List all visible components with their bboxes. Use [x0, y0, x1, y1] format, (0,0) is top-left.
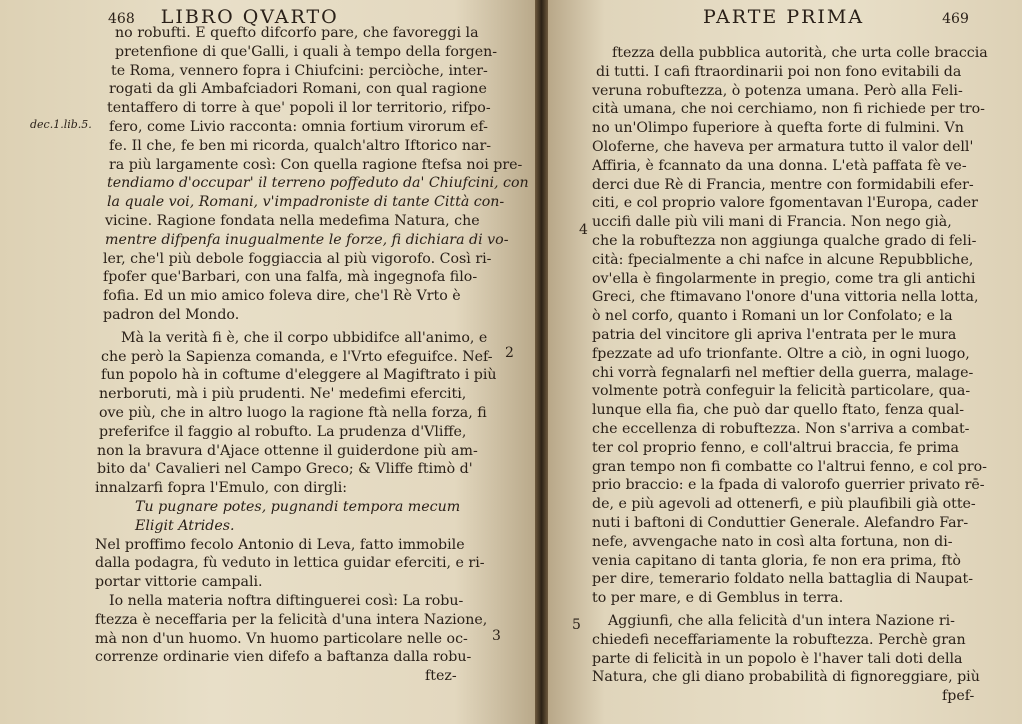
text-line: nefe, avvengache nato in così alta fortuna, non di-: [592, 533, 953, 550]
latin-quote-line: Eligit Atrides.: [135, 517, 235, 534]
right-running-title: PARTE PRIMA: [703, 6, 865, 28]
text-line: no robufti. E quefto difcorfo pare, che favoreggi la: [115, 25, 479, 41]
text-line: bito da' Cavalieri nel Campo Greco; & Vliffe ftimò d': [97, 461, 473, 478]
text-line: nerboruti, mà i più prudenti. Ne' medefimi eferciti,: [99, 386, 467, 403]
right-text-block: [592, 44, 988, 706]
text-line: gran tempo non fi combatte co l'altrui fenno, e col pro-: [592, 458, 987, 475]
right-margin-number-4: 4: [579, 222, 588, 238]
text-line: fofia. Ed un mio amico foleva dire, che'l Rè Vrto è: [103, 288, 461, 305]
text-line: pretenfione di que'Galli, i quali à tempo della forgen-: [115, 43, 498, 60]
left-running-title: LIBRO QVARTO: [160, 6, 339, 28]
text-line: padron del Mondo.: [103, 306, 240, 323]
text-line: cità: fpecialmente a chi nafce in alcune Repubbliche,: [592, 251, 974, 268]
text-line: Oloferne, che haveva per armatura tutto il valor dell': [592, 138, 974, 155]
text-line: parte di felicità in un popolo è l'haver tali doti della: [592, 650, 963, 667]
text-line: ftezza della pubblica autorità, che urta colle braccia: [612, 45, 988, 61]
text-line: ra più largamente così: Con quella ragione ftefsa noi pre-: [109, 156, 523, 173]
left-text-block: [95, 24, 529, 686]
text-line: Nel proffimo fecolo Antonio di Leva, fatto immobile: [95, 536, 465, 553]
text-line: per dire, temerario foldato nella battaglia di Naupat-: [592, 571, 974, 588]
text-line: non la bravura d'Ajace ottenne il guiderdone più am-: [97, 442, 478, 459]
text-line: veruna robuftezza, ò potenza umana. Però alla Feli-: [592, 82, 963, 99]
right-page: [548, 0, 1022, 724]
text-line: fun popolo hà in coftume d'eleggere al Magiftrato i più: [101, 367, 497, 384]
left-margin-number-2: 2: [505, 345, 514, 361]
text-line: prio braccio: e la fpada di valorofo guerrier privato rē-: [592, 477, 985, 494]
text-line: tendiamo d'occupar' il terreno poffeduto da' Chiufcini, con: [107, 175, 529, 192]
catchword: fpef-: [942, 688, 975, 705]
text-line: preferifce il faggio al robufto. La prudenza d'Vliffe,: [99, 423, 467, 440]
right-page-header: [703, 6, 969, 28]
right-margin-number-5: 5: [572, 617, 581, 633]
text-line: ftezza è neceffaria per la felicità d'una intera Nazione,: [95, 611, 488, 628]
text-line: ò nel corfo, quanto i Romani un lor Confolato; e la: [592, 308, 953, 325]
text-line: ov'ella è fingolarmente in pregio, come tra gli antichi: [592, 270, 976, 287]
text-line: Affiria, è fcannato da una donna. L'età paffata fè ve-: [592, 157, 967, 174]
text-line: Io nella materia noftra diftinguerei così: La robu-: [109, 592, 464, 609]
catchword: ftez-: [425, 668, 457, 685]
text-line: di tutti. I cafi ftraordinarii poi non fono evitabili da: [596, 63, 962, 80]
text-line: te Roma, vennero fopra i Chiufcini: perciòche, inter-: [111, 62, 488, 79]
text-line: chi vorrà fegnalarfi nel meftier della guerra, malage-: [592, 364, 974, 381]
text-line: ler, che'l più debole foggiaccia al più vigorofo. Così ri-: [103, 250, 492, 267]
text-line: che però la Sapienza comanda, e l'Vrto efeguifce. Nef-: [101, 348, 493, 365]
text-line: Aggiunfi, che alla felicità d'un intera Nazione ri-: [608, 612, 955, 629]
text-line: innalzarfi fopra l'Emulo, con dirgli:: [95, 480, 348, 497]
text-line: portar vittorie campali.: [95, 574, 263, 591]
book-gutter: [535, 0, 548, 724]
text-line: lunque ella fia, che può dar quello ftato, fenza qual-: [592, 402, 965, 419]
text-line: no un'Olimpo fuperiore à quefta forte di fulmini. Vn: [592, 120, 964, 137]
text-line: patria del vincitore gli apriva l'entrata per le mura: [592, 326, 957, 343]
text-line: venia capitano di tanta gloria, fe non era prima, ftò: [592, 552, 961, 569]
text-line: nuti i baftoni di Conduttier Generale. Alefandro Far-: [592, 514, 969, 531]
text-line: fe. Il che, fe ben mi ricorda, qualch'altro Iftorico nar-: [109, 137, 492, 154]
text-line: cità umana, che noi cerchiamo, non fi richiede per tro-: [592, 101, 985, 118]
left-page-number: 468: [108, 11, 135, 27]
text-line: la quale voi, Romani, v'impadroniste di tante Città con-: [107, 194, 505, 211]
text-line: chiedefi neceffariamente la robuftezza. Perchè gran: [592, 631, 966, 648]
text-line: vicine. Ragione fondata nella medefima Natura, che: [105, 212, 480, 229]
latin-quote-line: Tu pugnare potes, pugnandi tempora mecum: [135, 498, 461, 515]
text-line: rogati da gli Ambafciadori Romani, con qual ragione: [109, 81, 487, 98]
left-margin-number-3: 3: [492, 628, 501, 644]
text-line: derci due Rè di Francia, mentre con formidabili efer-: [592, 176, 974, 193]
text-line: ove più, che in altro luogo la ragione ftà nella forza, fi: [99, 404, 487, 421]
text-line: tentaffero di torre à que' popoli il lor territorio, rifpo-: [107, 100, 491, 117]
text-line: uccifi dalle più vili mani di Francia. Non nego già,: [592, 214, 952, 231]
text-line: dalla podagra, fù veduto in lettica guidar eferciti, e ri-: [95, 555, 485, 572]
text-line: de, e più agevoli ad ottenerfi, e più plaufibili già otte-: [592, 496, 976, 513]
left-margin-note: dec.1.lib.5.: [30, 118, 92, 131]
text-line: to per mare, e di Gemblus in terra.: [592, 590, 844, 607]
text-line: Natura, che gli diano probabilità di fignoreggiare, più: [592, 669, 980, 686]
text-line: mà non d'un huomo. Vn huomo particolare nelle oc-: [95, 630, 468, 647]
text-line: Mà la verità fi è, che il corpo ubbidifce all'animo, e: [121, 329, 488, 346]
text-line: ter col proprio fenno, e coll'altrui braccia, fe prima: [592, 439, 959, 456]
text-line: fpofer que'Barbari, con una falfa, mà ingegnofa filo-: [103, 269, 478, 286]
text-line: citi, e col proprio valore fgomentavan l'Europa, cader: [592, 195, 978, 212]
text-line: fero, come Livio racconta: omnia fortium virorum ef-: [109, 118, 488, 135]
text-line: correnze ordinarie vien difefo a baftanza dalla robu-: [95, 649, 472, 666]
text-line: Greci, che ftimavano l'onore d'una vittoria nella lotta,: [592, 289, 979, 306]
text-line: volmente potrà confeguir la felicità particolare, qua-: [592, 383, 971, 400]
text-line: mentre difpenfa inugualmente le forze, fi dichiara di vo-: [105, 231, 509, 248]
text-line: che la robuftezza non aggiunga qualche grado di feli-: [592, 232, 977, 249]
text-line: fpezzate ad ufo trionfante. Oltre a ciò, in ogni luogo,: [592, 345, 970, 362]
right-page-number: 469: [942, 11, 969, 27]
text-line: che eccellenza di robuftezza. Non s'arriva a combat-: [592, 420, 970, 437]
